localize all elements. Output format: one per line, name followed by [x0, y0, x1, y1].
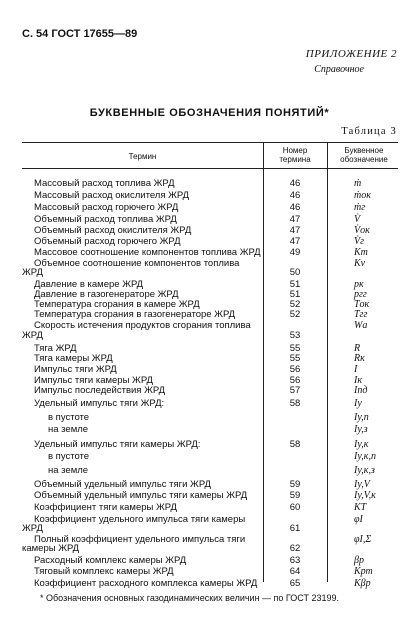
table-top-rule: [22, 142, 398, 143]
symbol-cell: Kрт: [354, 566, 373, 577]
column-header-symbol: Буквенное обозначение: [340, 146, 388, 164]
appendix-note: Справочное: [314, 64, 364, 75]
table-row: [0, 202, 419, 214]
table-row: [0, 451, 419, 463]
table-header-rule: [22, 168, 398, 169]
table-row: [0, 178, 419, 190]
symbol-cell: Kv: [354, 258, 366, 269]
table-row: [0, 412, 419, 424]
symbol-cell: I: [354, 364, 358, 375]
term-number-cell: 51: [289, 279, 301, 290]
symbol-cell: Iу,V,к: [354, 490, 376, 501]
term-cell: Коэффициент расходного комплекса камеры ЖРД: [34, 578, 258, 589]
term-cell: Импульс последействия ЖРД: [34, 385, 166, 396]
term-cell: Удельный импульс тяги камеры ЖРД:: [34, 439, 201, 450]
term-number-cell: 46: [289, 202, 301, 213]
term-cell: камеры ЖРД: [22, 543, 80, 554]
term-cell: на земле: [48, 424, 89, 435]
term-cell: на земле: [48, 465, 89, 476]
term-number-cell: 57: [289, 385, 301, 396]
term-cell: Импульс тяги ЖРД: [34, 364, 117, 375]
symbol-cell: Iу: [354, 398, 362, 409]
term-number-cell: 59: [289, 479, 301, 490]
term-number-cell: 55: [289, 353, 301, 364]
table-row: [0, 424, 419, 436]
term-cell: Скорость истечения продуктов сгорания топлива: [34, 320, 251, 331]
table-row: [0, 267, 419, 279]
term-number-cell: 47: [289, 225, 301, 236]
term-cell: Объемный удельный импульс тяги ЖРД: [34, 479, 211, 490]
term-number-cell: 51: [289, 289, 301, 300]
symbol-cell: Iу,V: [354, 479, 370, 490]
term-cell: Удельный импульс тяги ЖРД:: [34, 398, 165, 409]
term-number-cell: 46: [289, 178, 301, 189]
symbol-cell: βр: [354, 555, 364, 566]
term-cell: ЖРД: [22, 523, 43, 534]
symbol-cell: Iу,к: [354, 439, 369, 450]
table-row: [0, 543, 419, 555]
term-number-cell: 46: [289, 190, 301, 201]
term-cell: Массовый расход топлива ЖРД: [34, 178, 175, 189]
term-cell: Давление в камере ЖРД: [34, 279, 144, 290]
symbol-cell: Iпд: [354, 385, 368, 396]
table-row: [0, 439, 419, 451]
table-row: [0, 490, 419, 502]
symbol-cell: KT: [354, 502, 367, 513]
term-number-cell: 62: [289, 543, 301, 554]
table-row: [0, 385, 419, 397]
symbol-cell: Iу,з: [354, 424, 368, 435]
symbol-cell: V̇ок: [354, 225, 370, 236]
symbol-cell: Tок: [354, 299, 370, 310]
term-cell: Температура сгорания в газогенераторе ЖРД: [34, 309, 236, 320]
column-header-terms: Термин: [128, 152, 157, 161]
term-cell: Импульс тяги камеры ЖРД: [34, 375, 153, 386]
symbol-cell: ṁок: [354, 190, 371, 201]
term-cell: Тяговый комплекс камеры ЖРД: [34, 566, 174, 577]
symbol-cell: pк: [354, 279, 364, 290]
term-number-cell: 47: [289, 236, 301, 247]
term-number-cell: 56: [289, 375, 301, 386]
term-cell: Объемный расход окислителя ЖРД: [34, 225, 192, 236]
table-row: [0, 465, 419, 477]
term-cell: Температура сгорания в камере ЖРД: [34, 299, 200, 310]
term-cell: Полный коэффициент удельного импульса тяги: [34, 534, 246, 545]
term-number-cell: 47: [289, 214, 301, 225]
term-number-cell: 65: [289, 578, 301, 589]
term-number-cell: 64: [289, 566, 301, 577]
table-label: Таблица 3: [341, 126, 397, 137]
symbol-cell: ṁг: [354, 202, 366, 213]
term-cell: Коэффициент тяги камеры ЖРД: [34, 502, 177, 513]
symbol-cell: φI,Σ: [354, 534, 372, 545]
section-title: БУКВЕННЫЕ ОБОЗНАЧЕНИЯ ПОНЯТИЙ*: [89, 107, 330, 119]
term-cell: Объемный расход горючего ЖРД: [34, 236, 181, 247]
term-number-cell: 58: [289, 398, 301, 409]
term-cell: Давление в газогенераторе ЖРД: [34, 289, 179, 300]
term-number-cell: 58: [289, 439, 301, 450]
term-number-cell: 63: [289, 555, 301, 566]
term-cell: Массовое соотношение компонентов топлива ЖРД: [34, 247, 261, 258]
term-cell: Коэффициент удельного импульса тяги камеры: [34, 514, 246, 525]
term-cell: Тяга камеры ЖРД: [34, 353, 113, 364]
term-cell: Массовый расход горючего ЖРД: [34, 202, 179, 213]
symbol-cell: Rк: [354, 353, 365, 364]
symbol-cell: Iу,к,п: [354, 451, 376, 462]
page-header: С. 54 ГОСТ 17655—89: [22, 28, 138, 40]
table-row: [0, 330, 419, 342]
table-row: [0, 398, 419, 410]
symbol-cell: Kβр: [354, 578, 371, 589]
appendix-title: ПРИЛОЖЕНИЕ 2: [305, 48, 397, 60]
term-number-cell: 50: [289, 267, 301, 278]
term-number-cell: 53: [289, 330, 301, 341]
term-cell: Объемное соотношение компонентов топлива: [34, 258, 240, 269]
symbol-cell: V̇: [354, 214, 361, 225]
term-number-cell: 59: [289, 490, 301, 501]
term-cell: Расходный комплекс камеры ЖРД: [34, 555, 187, 566]
symbol-cell: Iу,п: [354, 412, 369, 423]
term-number-cell: 49: [289, 247, 301, 258]
term-number-cell: 52: [289, 309, 301, 320]
term-number-cell: 60: [289, 502, 301, 513]
term-cell: Массовый расход окислителя ЖРД: [34, 190, 190, 201]
symbol-cell: Iк: [354, 375, 363, 386]
symbol-cell: Tгг: [354, 309, 368, 320]
footnote: * Обозначения основных газодинамических величин — по ГОСТ 23199.: [40, 593, 340, 603]
term-cell: Объемный удельный импульс тяги камеры ЖРД: [34, 490, 248, 501]
term-cell: ЖРД: [22, 267, 43, 278]
table-row: [0, 502, 419, 514]
table-row: [0, 578, 419, 590]
table-row: [0, 566, 419, 578]
symbol-cell: φI: [354, 514, 363, 525]
symbol-cell: Iу,к,з: [354, 465, 375, 476]
column-header-number: Номер термина: [279, 146, 311, 164]
term-number-cell: 55: [289, 343, 301, 354]
symbol-cell: Km: [354, 247, 368, 258]
term-number-cell: 52: [289, 299, 301, 310]
term-number-cell: 61: [289, 523, 301, 534]
term-cell: Объемный расход топлива ЖРД: [34, 214, 177, 225]
table-row: [0, 190, 419, 202]
term-cell: Тяга ЖРД: [34, 343, 77, 354]
term-cell: в пустоте: [48, 412, 90, 423]
symbol-cell: ṁ: [354, 178, 362, 189]
symbol-cell: R: [354, 343, 361, 354]
symbol-cell: pгг: [354, 289, 367, 300]
term-cell: ЖРД: [22, 330, 43, 341]
term-number-cell: 56: [289, 364, 301, 375]
term-cell: в пустоте: [48, 451, 90, 462]
symbol-cell: Wа: [354, 320, 368, 331]
symbol-cell: V̇г: [354, 236, 365, 247]
